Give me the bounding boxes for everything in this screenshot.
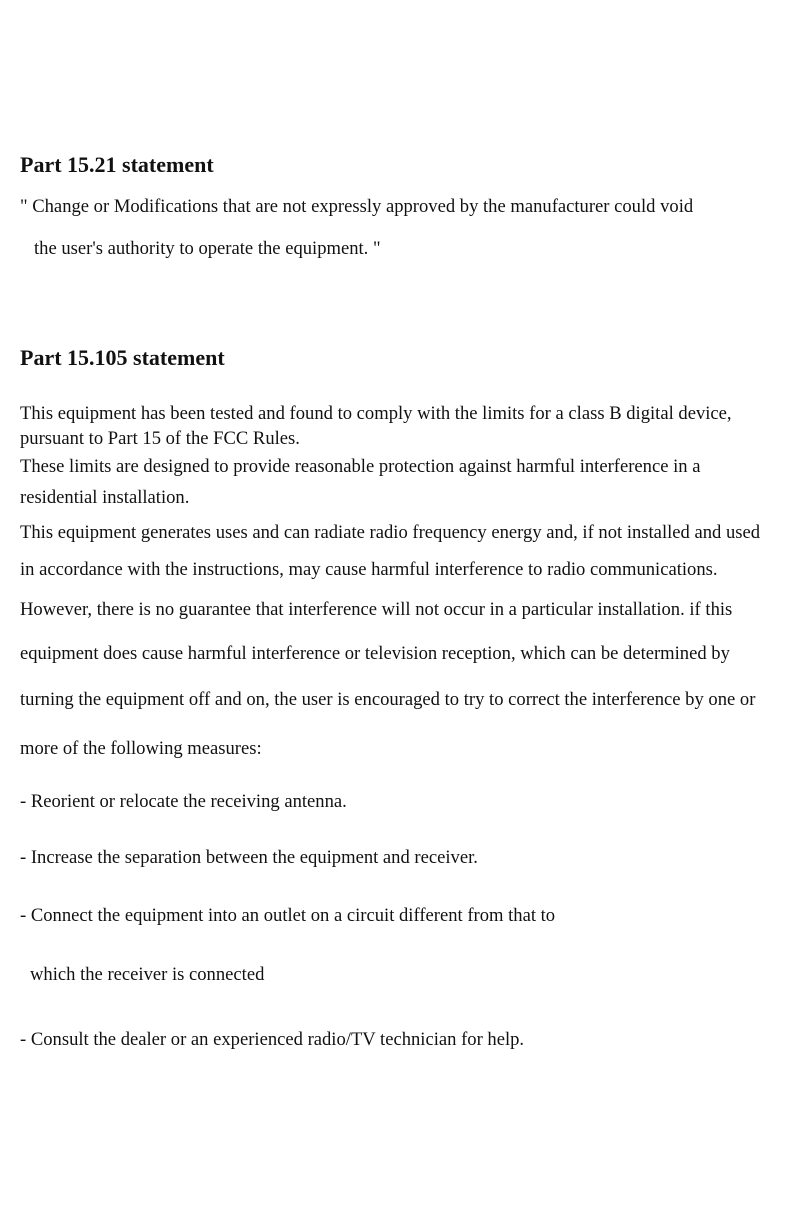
measure-item-continuation: which the receiver is connected — [30, 964, 265, 985]
section-heading-part-15-105: Part 15.105 statement — [20, 345, 225, 370]
paragraph-line: This equipment generates uses and can radiate radio frequency energy and, if not installed and used — [20, 522, 761, 543]
paragraph-line: However, there is no guarantee that interference will not occur in a particular installation. if this — [20, 599, 733, 620]
paragraph-line: in accordance with the instructions, may cause harmful interference to radio communications. — [20, 559, 718, 580]
paragraph-line: pursuant to Part 15 of the FCC Rules. — [20, 428, 300, 449]
section-heading-part-15-21: Part 15.21 statement — [20, 152, 214, 177]
paragraph-line: equipment does cause harmful interference or television reception, which can be determined by — [20, 643, 730, 664]
paragraph-line: These limits are designed to provide reasonable protection against harmful interference in a — [20, 456, 701, 477]
paragraph-line: This equipment has been tested and found to comply with the limits for a class B digital device, — [20, 403, 732, 424]
paragraph-line: turning the equipment off and on, the user is encouraged to try to correct the interference by one or — [20, 689, 756, 710]
statement-line: the user's authority to operate the equipment. " — [34, 238, 381, 259]
measure-item: - Reorient or relocate the receiving antenna. — [20, 791, 347, 812]
measure-item: - Consult the dealer or an experienced radio/TV technician for help. — [20, 1029, 525, 1050]
measure-item: - Increase the separation between the equipment and receiver. — [20, 847, 478, 868]
paragraph-line: residential installation. — [20, 487, 190, 508]
statement-line: " Change or Modifications that are not expressly approved by the manufacturer could void — [20, 196, 694, 217]
measure-item: - Connect the equipment into an outlet on a circuit different from that to — [20, 905, 556, 926]
paragraph-line: more of the following measures: — [20, 738, 262, 759]
